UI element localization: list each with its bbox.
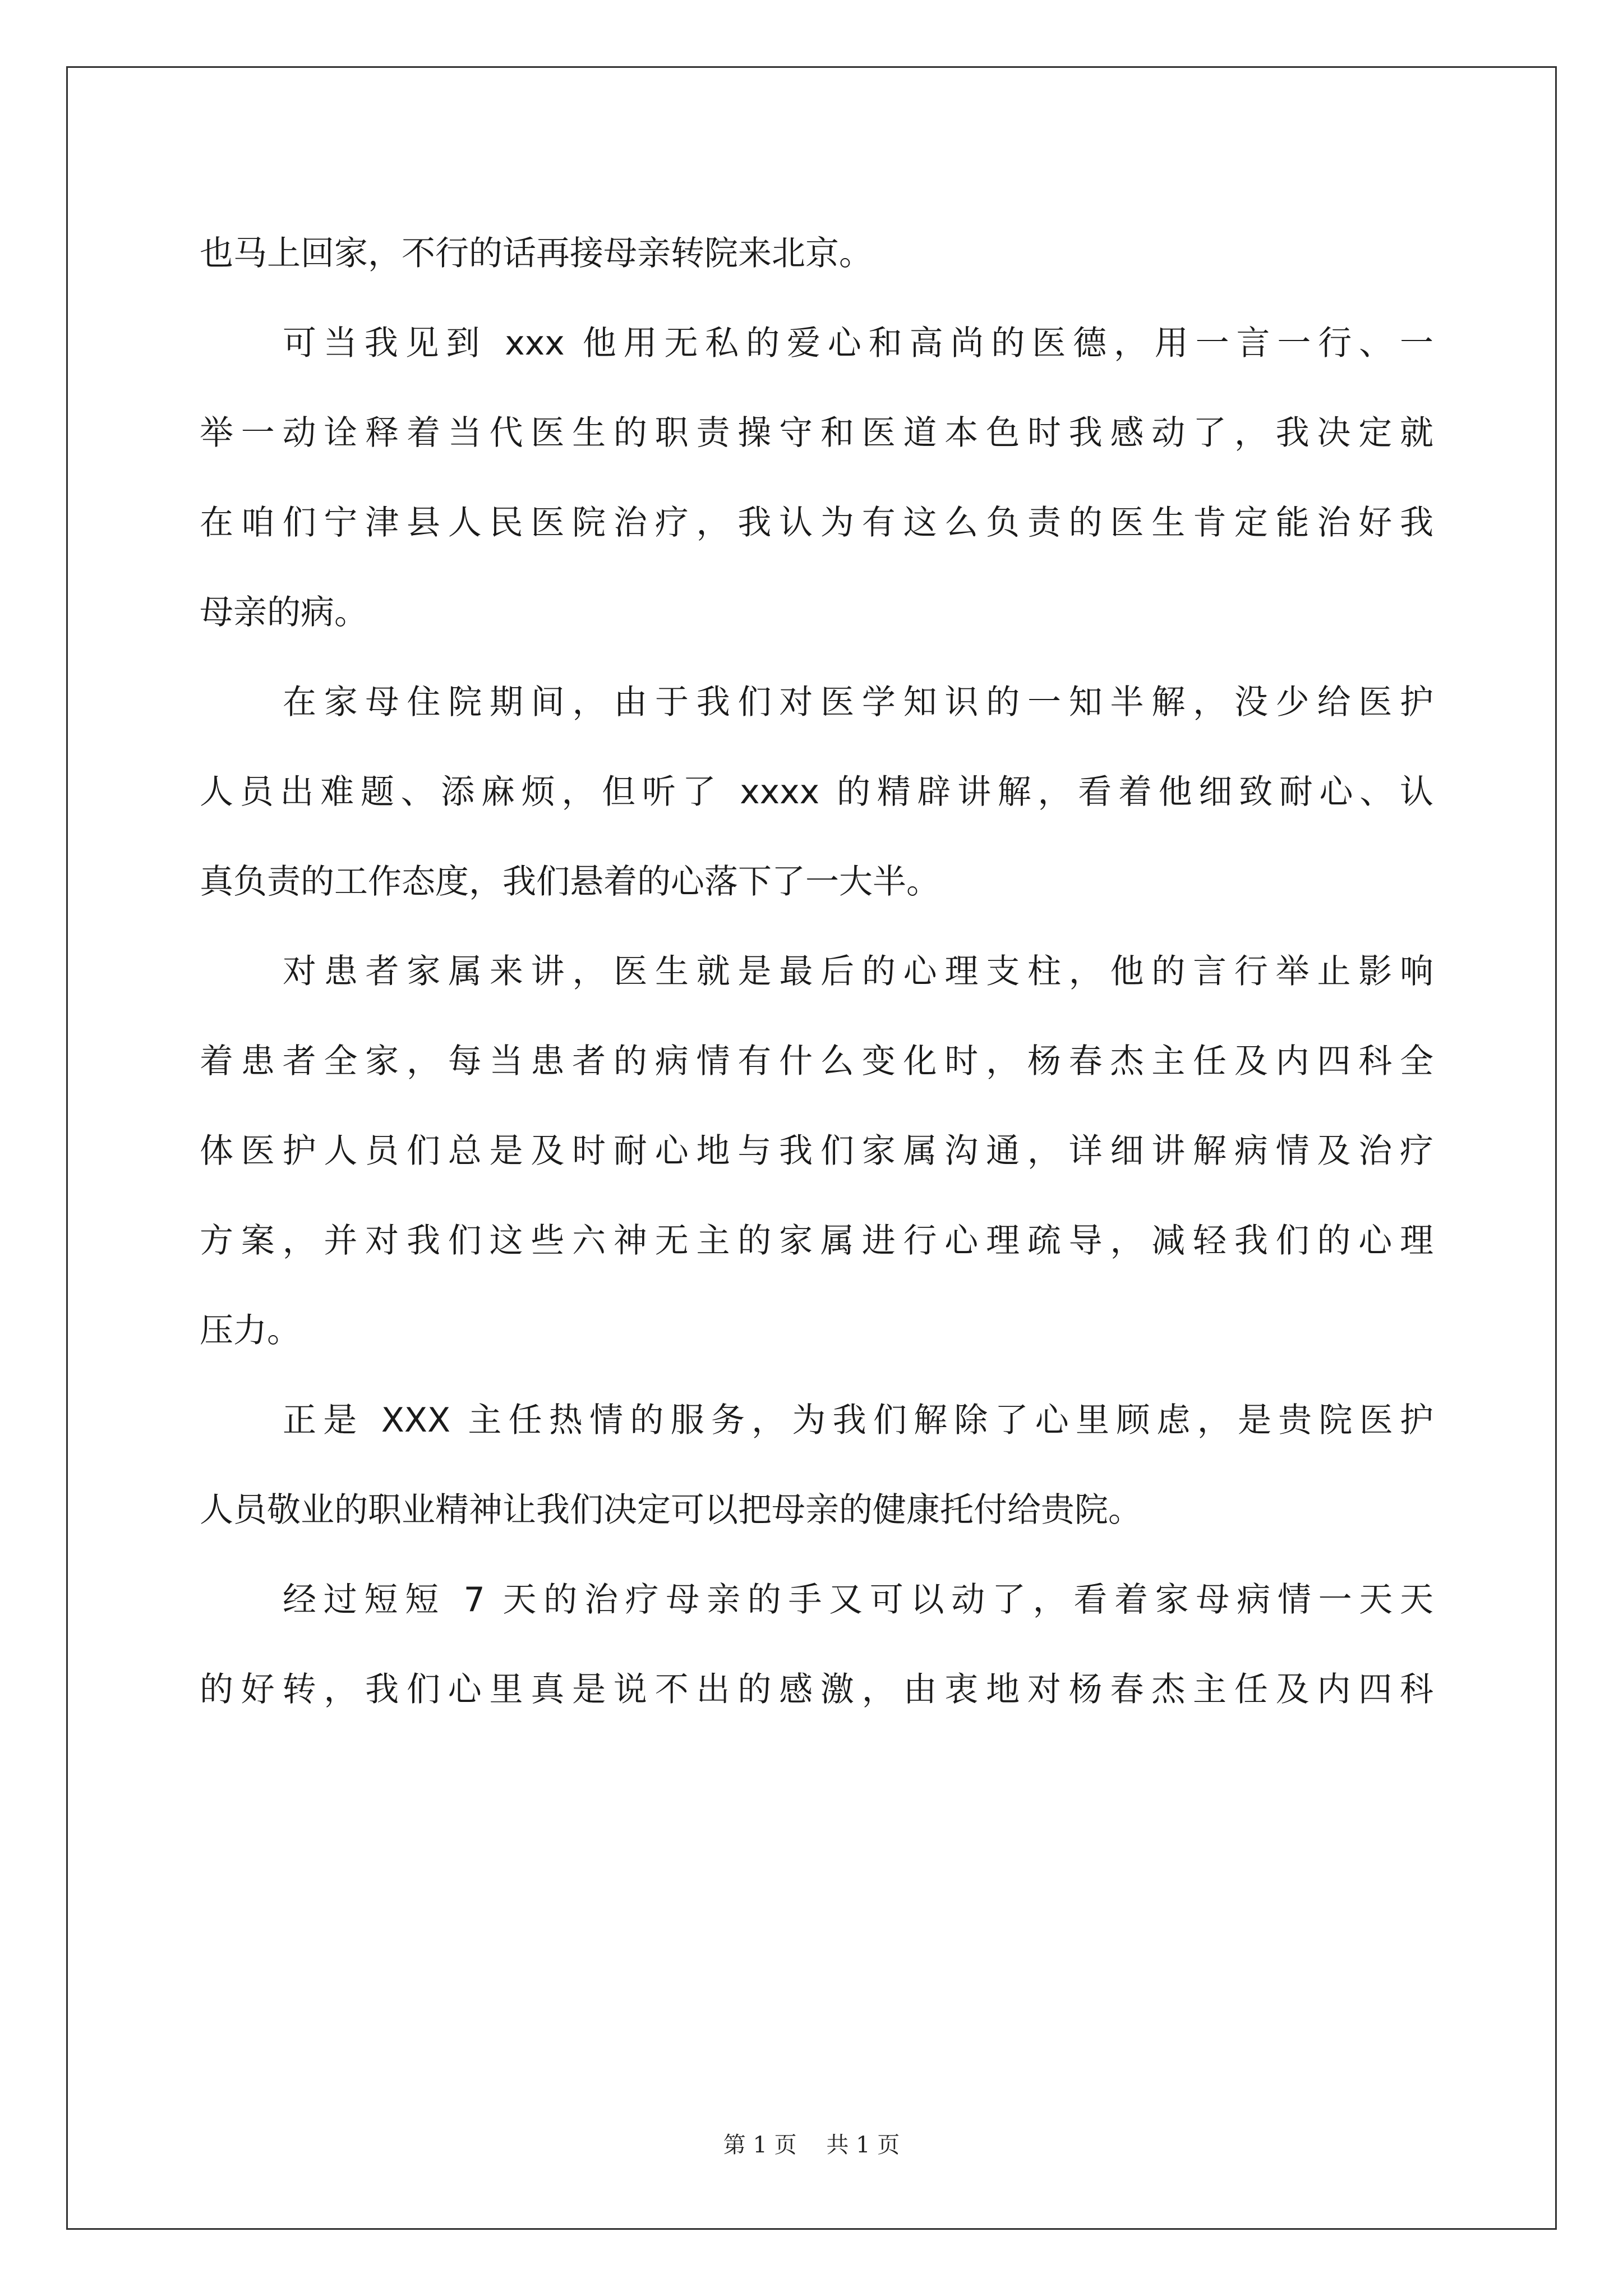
text-line: 人员出难题、添麻烦，但听了 xxxx 的精辟讲解，看着他细致耐心、认 bbox=[200, 772, 1433, 812]
text-line: 在咱们宁津县人民医院治疗，我认为有这么负责的医生肯定能治好我 bbox=[200, 503, 1433, 542]
text-line: 的好转，我们心里真是说不出的感激，由衷地对杨春杰主任及内四科 bbox=[200, 1670, 1433, 1709]
text-line: 母亲的病。 bbox=[200, 593, 368, 632]
text-line: 着患者全家，每当患者的病情有什么变化时，杨春杰主任及内四科全 bbox=[200, 1042, 1433, 1081]
paragraph bbox=[200, 657, 1433, 927]
paragraph bbox=[200, 1555, 1433, 1734]
paragraph bbox=[200, 1375, 1433, 1555]
page-total: 共 1 页 bbox=[826, 2132, 900, 2158]
paragraph bbox=[200, 209, 1433, 298]
text-line: 体医护人员们总是及时耐心地与我们家属沟通，详细讲解病情及治疗 bbox=[200, 1131, 1433, 1171]
text-line: 人员敬业的职业精神让我们决定可以把母亲的健康托付给贵院。 bbox=[200, 1490, 1142, 1530]
text-line: 正是 XXX 主任热情的服务，为我们解除了心里顾虑，是贵院医护 bbox=[283, 1401, 1433, 1440]
text-line: 举一动诠释着当代医生的职责操守和医道本色时我感动了，我决定就 bbox=[200, 413, 1433, 453]
text-line: 对患者家属来讲，医生就是最后的心理支柱，他的言行举止影响 bbox=[283, 952, 1433, 991]
paragraph bbox=[200, 298, 1433, 657]
document-body bbox=[200, 209, 1433, 1734]
page-number: 第 1 页 bbox=[723, 2132, 797, 2158]
page-footer bbox=[0, 2127, 1623, 2159]
text-line: 也马上回家，不行的话再接母亲转院来北京。 bbox=[200, 234, 873, 273]
text-line: 可当我见到 xxx 他用无私的爱心和高尚的医德，用一言一行、一 bbox=[283, 324, 1433, 363]
paragraph bbox=[200, 927, 1433, 1375]
text-line: 压力。 bbox=[200, 1311, 301, 1350]
text-line: 方案，并对我们这些六神无主的家属进行心理疏导，减轻我们的心理 bbox=[200, 1221, 1433, 1260]
text-line: 经过短短 7 天的治疗母亲的手又可以动了，看着家母病情一天天 bbox=[283, 1580, 1433, 1619]
text-line: 在家母住院期间，由于我们对医学知识的一知半解，没少给医护 bbox=[283, 683, 1433, 722]
text-line: 真负责的工作态度，我们悬着的心落下了一大半。 bbox=[200, 862, 940, 901]
